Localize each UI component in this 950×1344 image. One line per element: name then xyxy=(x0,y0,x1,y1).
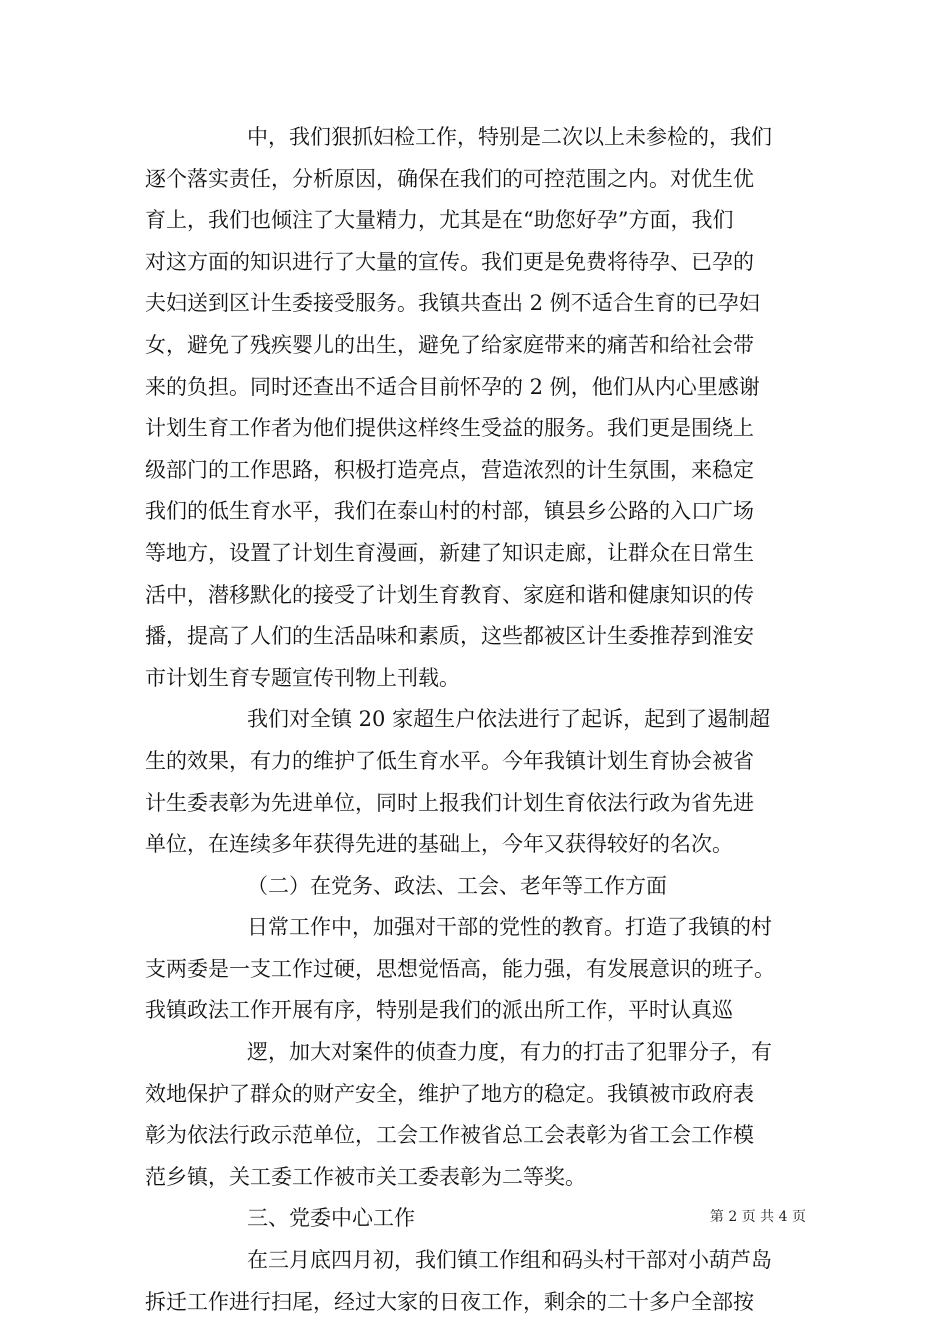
section-heading: （二）在党务、政法、工会、老年等工作方面 xyxy=(247,873,667,898)
text-line: 单位，在连续多年获得先进的基础上，今年又获得较好的名次。 xyxy=(145,832,733,857)
text-line: 等地方，设置了计划生育漫画，新建了知识走廊，让群众在日常生 xyxy=(145,540,754,565)
text-line: 我们对全镇 20 家超生户依法进行了起诉，起到了遏制超 xyxy=(247,707,771,732)
text-line: 彰为依法行政示范单位，工会工作被省总工会表彰为省工会工作模 xyxy=(145,1123,754,1148)
text-line: 来的负担。同时还查出不适合目前怀孕的 2 例，他们从内心里感谢 xyxy=(145,374,760,399)
text-line: 市计划生育专题宣传刊物上刊载。 xyxy=(145,665,460,690)
text-line: 支两委是一支工作过硬，思想觉悟高，能力强，有发展意识的班子。 xyxy=(145,956,775,981)
text-line: 范乡镇，关工委工作被市关工委表彰为二等奖。 xyxy=(145,1164,586,1189)
text-line: 我镇政法工作开展有序，特别是我们的派出所工作，平时认真巡 xyxy=(145,998,733,1023)
text-line: 夫妇送到区计生委接受服务。我镇共查出 2 例不适合生育的已孕妇 xyxy=(145,291,760,316)
section-heading: 三、党委中心工作 xyxy=(247,1206,415,1231)
page-number-footer: 第 2 页 共 4 页 xyxy=(709,1209,806,1225)
text-line: 效地保护了群众的财产安全，维护了地方的稳定。我镇被市政府表 xyxy=(145,1081,754,1106)
text-line: 生的效果，有力的维护了低生育水平。今年我镇计划生育协会被省 xyxy=(145,748,754,773)
text-line: 女，避免了残疾婴儿的出生，避免了给家庭带来的痛苦和给社会带 xyxy=(145,332,754,357)
body-text xyxy=(145,117,805,1323)
text-line: 中，我们狠抓妇检工作，特别是二次以上未参检的，我们 xyxy=(247,125,772,149)
text-line: 育上，我们也倾注了大量精力，尤其是在“助您好孕”方面，我们 xyxy=(145,208,734,233)
text-line: 我们的低生育水平，我们在泰山村的村部，镇县乡公路的入口广场 xyxy=(145,499,754,524)
text-line: 日常工作中，加强对干部的党性的教育。打造了我镇的村 xyxy=(247,915,772,940)
text-line: 拆迁工作进行扫尾，经过大家的日夜工作，剩余的二十多户全部按 xyxy=(145,1289,754,1314)
text-line: 级部门的工作思路，积极打造亮点，营造浓烈的计生氛围，来稳定 xyxy=(145,457,754,482)
text-line: 计划生育工作者为他们提供这样终生受益的服务。我们更是围绕上 xyxy=(145,416,754,441)
text-line: 计生委表彰为先进单位，同时上报我们计划生育依法行政为省先进 xyxy=(145,790,754,815)
text-line: 播，提高了人们的生活品味和素质，这些都被区计生委推荐到淮安 xyxy=(145,624,754,649)
text-line: 活中，潜移默化的接受了计划生育教育、家庭和谐和健康知识的传 xyxy=(145,582,754,607)
text-line: 逻，加大对案件的侦查力度，有力的打击了犯罪分子，有 xyxy=(247,1040,772,1065)
text-line: 逐个落实责任，分析原因，确保在我们的可控范围之内。对优生优 xyxy=(145,166,754,191)
text-line: 对这方面的知识进行了大量的宣传。我们更是免费将待孕、已孕的 xyxy=(145,249,754,274)
text-line: 在三月底四月初，我们镇工作组和码头村干部对小葫芦岛 xyxy=(247,1248,772,1273)
